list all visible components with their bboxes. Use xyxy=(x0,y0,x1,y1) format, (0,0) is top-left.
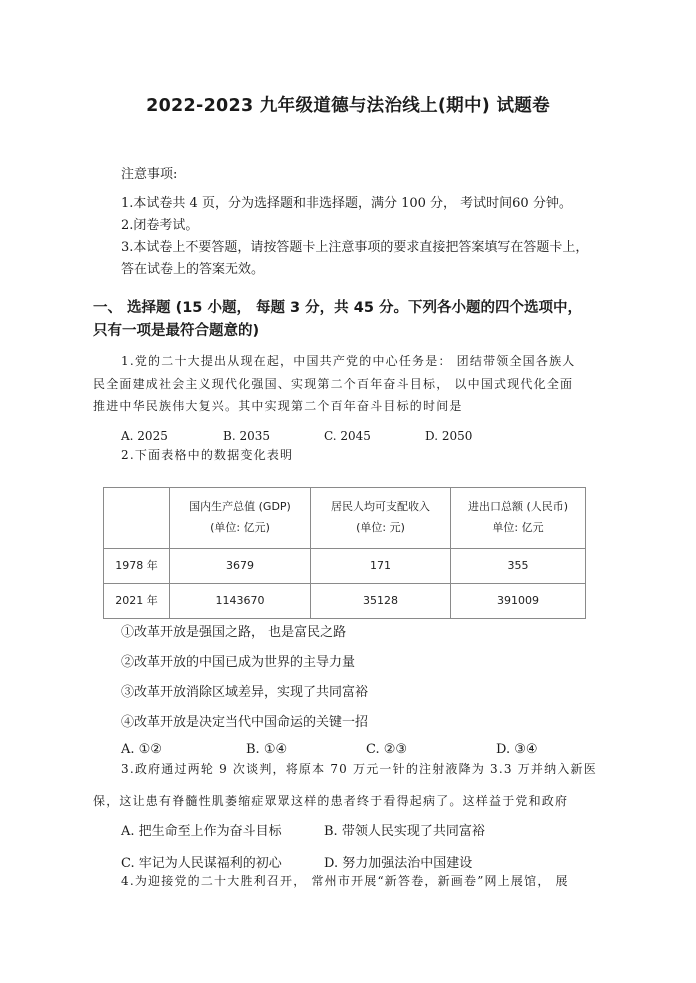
option-a: A. ①② xyxy=(121,742,162,757)
question-3-text: 3.政府通过两轮 9 次谈判，将原本 70 万元一针的注射液降为 3.3 万并纳入新医 xyxy=(121,762,597,776)
option-d: D. 2050 xyxy=(425,429,473,443)
statement-1: ①改革开放是强国之路， 也是富民之路 xyxy=(121,625,347,640)
table-cell: 171 xyxy=(311,549,451,584)
option-a: A. 2025 xyxy=(121,429,168,443)
table-year-cell: 1978 年 xyxy=(104,549,170,584)
table-header-cell: 国内生产总值 (GDP) (单位: 亿元) xyxy=(170,488,311,549)
note-item: 1.本试卷共 4 页，分为选择题和非选择题，满分 100 分， 考试时间60 分钟。 xyxy=(121,196,572,211)
table-year-cell: 2021 年 xyxy=(104,584,170,619)
option-d: D. 努力加强法治中国建设 xyxy=(324,856,473,871)
table-cell: 1143670 xyxy=(170,584,311,619)
question-1-text: 推进中华民族伟大复兴。其中实现第二个百年奋斗目标的时间是 xyxy=(93,399,463,413)
option-d: D. ③④ xyxy=(496,742,538,757)
data-table xyxy=(103,487,586,619)
table-header-cell: 居民人均可支配收入 (单位: 元) xyxy=(311,488,451,549)
table-cell: 391009 xyxy=(451,584,586,619)
note-item: 答在试卷上的答案无效。 xyxy=(121,262,265,277)
statement-3: ③改革开放消除区域差异，实现了共同富裕 xyxy=(121,685,369,700)
table-cell: 3679 xyxy=(170,549,311,584)
option-c: C. 牢记为人民谋福利的初心 xyxy=(121,856,282,871)
option-c: C. 2045 xyxy=(324,429,371,443)
question-4-text: 4.为迎接党的二十大胜利召开， 常州市开展“新答卷，新画卷”网上展馆， 展 xyxy=(121,874,569,888)
option-c: C. ②③ xyxy=(366,742,408,757)
table-row xyxy=(104,584,586,619)
question-2-stem: 2.下面表格中的数据变化表明 xyxy=(121,448,294,462)
question-1-text: 1.党的二十大提出从现在起，中国共产党的中心任务是： 团结带领全国各族人 xyxy=(121,354,576,368)
table-header-row xyxy=(104,488,586,549)
notes-heading: 注意事项: xyxy=(121,167,178,182)
table-row xyxy=(104,549,586,584)
section-heading: 一、 选择题 (15 小题， 每题 3 分，共 45 分。下列各小题的四个选项中， xyxy=(93,300,582,316)
section-heading-cont: 只有一项是最符合题意的) xyxy=(93,323,260,339)
table-header-cell: 进出口总额 (人民币) 单位: 亿元 xyxy=(451,488,586,549)
option-b: B. 2035 xyxy=(223,429,270,443)
question-3-text: 保，这让患有脊髓性肌萎缩症眾眾这样的患者终于看得起病了。这样益于党和政府 xyxy=(93,794,569,808)
table-corner-cell xyxy=(104,488,170,549)
statement-4: ④改革开放是决定当代中国命运的关键一招 xyxy=(121,715,369,730)
option-a: A. 把生命至上作为奋斗目标 xyxy=(121,824,282,839)
question-1-text: 民全面建成社会主义现代化强国、实现第二个百年奋斗目标， 以中国式现代化全面 xyxy=(93,377,574,391)
table-cell: 355 xyxy=(451,549,586,584)
note-item: 3.本试卷上不要答题，请按答题卡上注意事项的要求直接把答案填写在答题卡上， xyxy=(121,240,589,255)
page-title: 2022-2023 九年级道德与法治线上(期中) 试题卷 xyxy=(146,96,550,116)
option-b: B. 带领人民实现了共同富裕 xyxy=(324,824,485,839)
table-cell: 35128 xyxy=(311,584,451,619)
statement-2: ②改革开放的中国已成为世界的主导力量 xyxy=(121,655,356,670)
note-item: 2.闭卷考试。 xyxy=(121,218,199,233)
option-b: B. ①④ xyxy=(246,742,288,757)
